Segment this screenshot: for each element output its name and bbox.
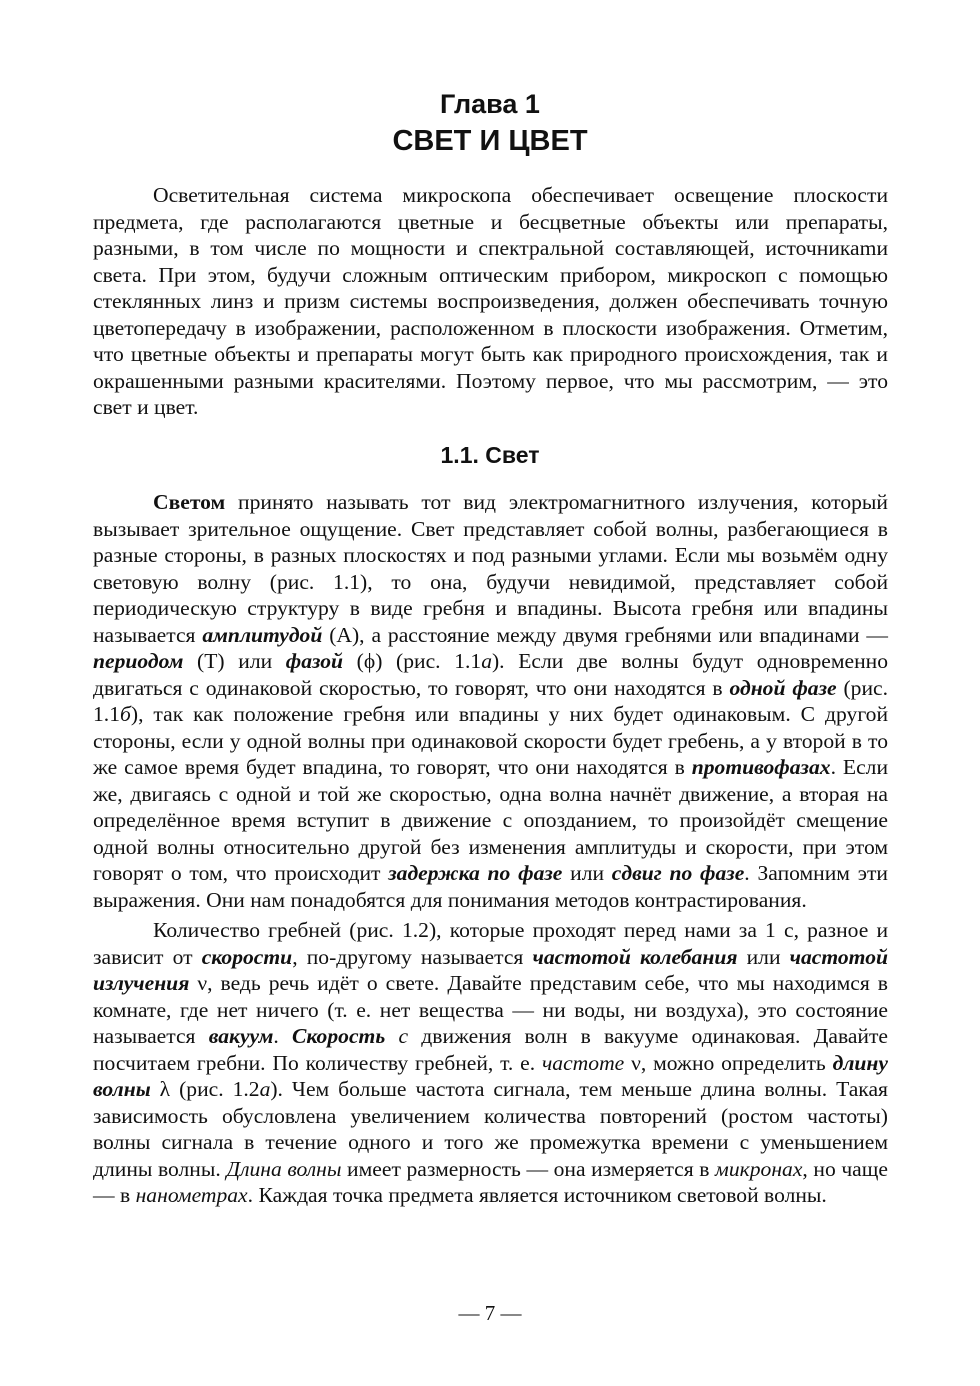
text-run: (Т) или [183, 649, 286, 673]
text-run: . [273, 1024, 293, 1048]
text-run: принято называть тот вид электромагнитного излучения, который вызывает зрительное ощущение. Свет представляет собой волны, разбегающиеся в разные стороны, в разных плоскостях и под разными углами. Если мы возьмём одну световую волну (рис. 1.1), то она, будучи невидимой, представляет собой периодическую структуру в виде гребня и впадины. Высота гребня или впадины называется [93, 490, 888, 647]
text-run: Осветительная система микроскопа обеспечивает освещение плоскости предмета, где располагаются цветные и бесцветные объекты или препараты, разными, в том числе по мощности и спектральной составляющей, источникаmи света. При этом, будучи сложным оптическим прибором, микроскоп с помощью стеклянных линз и призм системы воспроизведения, должен обеспечивать точную цветопередачу в изображении, расположенном в плоскости изображения. Отметим, что цветные объекты и препараты могут быть как природного происхождения, так и окрашенными разными красителями. Поэтому первое, что мы рассмотрим, — это свет и цвет. [93, 183, 888, 419]
text-run: (А), а расстояние между двумя гребнями или впадинами — [322, 622, 888, 647]
text-run: микронах [715, 1156, 803, 1181]
text-run: ). Если две волны будут одновременно двигаться с одинаковой скоростью, то говорят, что они находятся в [93, 649, 888, 700]
chapter-title: СВЕТ И ЦВЕТ [392, 125, 588, 157]
section-title: 1.1. Свет [440, 442, 540, 468]
text-run: одной фазе [729, 675, 837, 700]
text-run: ν, ведь речь идёт о свете. Давайте представим себе, что мы находимся в комнате, где нет ничего (т. е. нет вещества — ни воды, ни воздуха), это состояние называется [93, 971, 888, 1048]
text-run: Длина волны [226, 1156, 342, 1181]
text-run: частоте [542, 1050, 625, 1075]
text-run: ), так как положение гребня или впадины у них будет одинаковым. С другой стороны, если у одной волны при одинаковой скорости будет гребень, а у второй в то же самое время будет впадина, то говорят, что они находятся в [93, 702, 888, 779]
text-run: с [398, 1024, 409, 1048]
text-run: движения волн в вакууме одинаковая. Давайте посчитаем гребни. По количеству гребней, т. е. [93, 1024, 889, 1075]
text-run: ). Чем больше частота сигнала, тем меньше длина волны. Такая зависимость обусловлена увеличением количества повторений (ростом частоты) волны сигнала в течение одного и того же промежутка времени с уменьшением длины волны. [93, 1077, 888, 1181]
intro-text [93, 182, 888, 421]
text-run: Светом [153, 490, 226, 514]
section-body [93, 489, 888, 1209]
text-run [385, 1024, 398, 1048]
page-number: — 7 — [458, 1301, 522, 1325]
chapter-heading [0, 86, 980, 160]
text-run: а [259, 1077, 271, 1101]
text-run: амплитудой [202, 622, 323, 647]
text-run: б [120, 702, 131, 726]
text-run: нанометрах [135, 1183, 248, 1207]
text-run: , но чаще — в [93, 1156, 888, 1207]
text-run: противофазах [691, 755, 831, 779]
text-run: частотой колебания [532, 944, 738, 969]
text-run: (ϕ) (рис. 1.1 [343, 649, 482, 673]
intro-paragraph [93, 182, 888, 421]
text-run: . Запомним эти выражения. Они нам понадобятся для понимания методов контрастирования. [93, 861, 888, 912]
chapter-number: Глава 1 [440, 89, 540, 119]
text-run: вакуум [208, 1024, 274, 1048]
text-run: Скорость [292, 1024, 386, 1048]
text-run: скорости [201, 944, 293, 969]
text-run: Количество гребней (рис. 1.2), которые проходят перед нами за 1 с, разное и зависит от [93, 918, 888, 969]
text-run: периодом [93, 649, 184, 673]
text-run: , по-другому называется [292, 944, 533, 969]
text-run: фазой [285, 649, 343, 673]
text-run: λ (рис. 1.2 [150, 1077, 260, 1101]
text-run: или [737, 944, 790, 969]
text-run: (рис. 1.1 [93, 675, 888, 726]
text-run: задержка по фазе [388, 861, 563, 885]
text-run: длину волны [93, 1050, 889, 1101]
text-run: частотой излучения [93, 944, 888, 995]
text-run: ν, можно определить [624, 1050, 833, 1075]
text-run: или [562, 861, 612, 885]
text-run: имеет размерность — она измеряется в [341, 1156, 716, 1181]
text-run: . Каждая точка предмета является источником световой волны. [247, 1183, 827, 1207]
body-paragraph-1 [93, 489, 888, 913]
text-run: а [481, 649, 492, 673]
text-run: сдвиг по фазе [611, 861, 745, 885]
body-paragraph-2 [93, 917, 888, 1209]
text-run: . Если же, двигаясь с одной и той же скоростью, одна волна начнёт движение, а вторая на определённое время вступит в движение с опозданием, то произойдёт смещение одной волны относительно другой без изменения амплитуды и скорости, при этом говорят о том, что происходит [93, 755, 889, 885]
